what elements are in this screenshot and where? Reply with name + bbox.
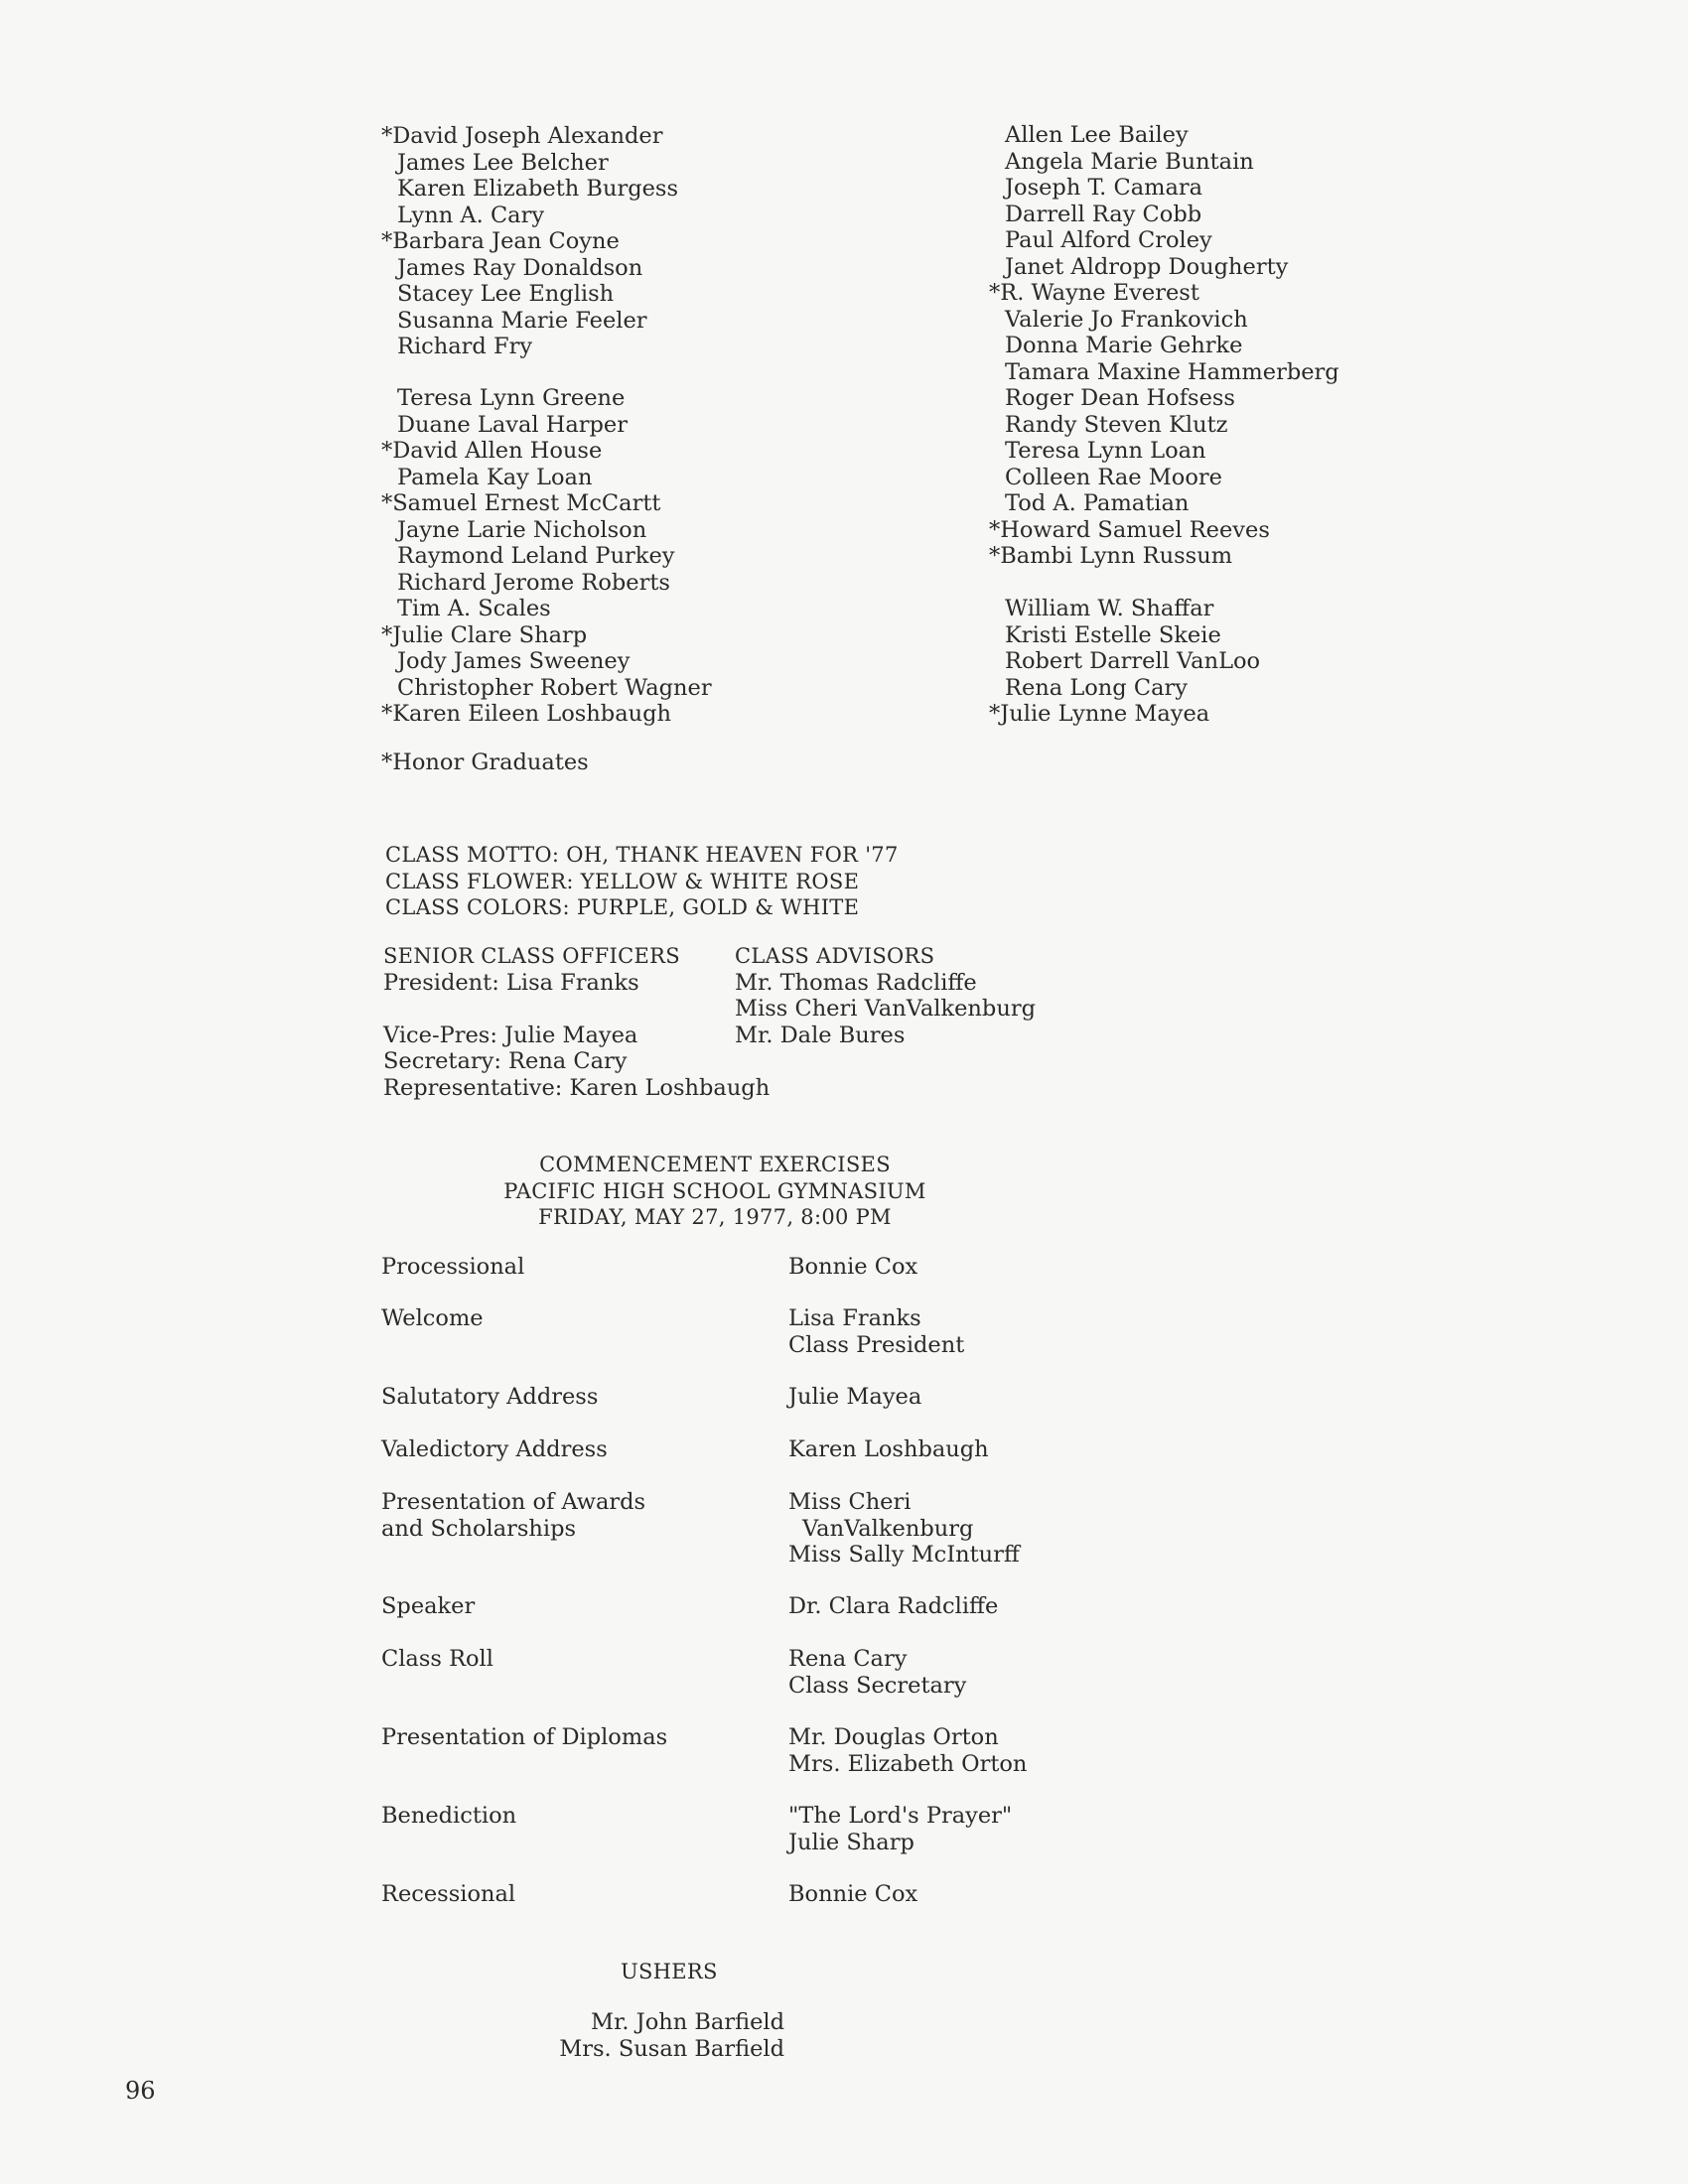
graduate-name: Tamara Maxine Hammerberg bbox=[1005, 358, 1339, 385]
advisors-heading: CLASS ADVISORS bbox=[735, 944, 935, 968]
graduate-name: *David Joseph Alexander bbox=[381, 123, 663, 149]
program-person: Julie Mayea bbox=[788, 1384, 922, 1410]
program-item: Speaker bbox=[381, 1593, 476, 1619]
graduate-name: *Howard Samuel Reeves bbox=[989, 516, 1270, 543]
graduate-name: Richard Fry bbox=[397, 334, 533, 359]
honor-graduates-note: *Honor Graduates bbox=[381, 750, 589, 775]
graduate-name: Paul Alford Croley bbox=[1005, 227, 1212, 253]
class-advisors bbox=[735, 943, 1036, 1048]
program-person: Bonnie Cox bbox=[788, 1881, 918, 1907]
commencement-date: FRIDAY, MAY 27, 1977, 8:00 PM bbox=[538, 1205, 892, 1229]
graduate-name: Joseph T. Camara bbox=[1005, 175, 1203, 201]
program-person: Lisa Franks Class President bbox=[788, 1305, 965, 1358]
program-item: Benediction bbox=[381, 1803, 517, 1829]
graduate-name: Donna Marie Gehrke bbox=[1005, 333, 1243, 358]
advisor-name: Mr. Thomas Radcliffe bbox=[735, 969, 977, 996]
graduate-name: James Ray Donaldson bbox=[397, 254, 643, 281]
program-item: Presentation of Awards and Scholarships bbox=[381, 1489, 646, 1542]
program-person: Karen Loshbaugh bbox=[788, 1436, 989, 1462]
graduate-name: *David Allen House bbox=[381, 438, 603, 464]
advisor-name: Miss Cheri VanValkenburg bbox=[735, 996, 1036, 1022]
graduate-name: Colleen Rae Moore bbox=[1005, 464, 1222, 490]
graduate-name: Tod A. Pamatian bbox=[1005, 490, 1190, 516]
graduates-right-group-1 bbox=[989, 122, 1339, 570]
graduate-name: *Karen Eileen Loshbaugh bbox=[381, 701, 672, 727]
graduate-name: Pamela Kay Loan bbox=[397, 464, 593, 490]
graduate-name: Raymond Leland Purkey bbox=[397, 543, 675, 569]
commencement-location: PACIFIC HIGH SCHOOL GYMNASIUM bbox=[503, 1178, 926, 1203]
officer-vice-president: Vice-Pres: Julie Mayea bbox=[383, 1022, 638, 1048]
graduate-name: Rena Long Cary bbox=[1005, 674, 1188, 701]
graduate-name: Lynn A. Cary bbox=[397, 202, 545, 228]
program-item: Class Roll bbox=[381, 1646, 493, 1672]
graduate-name: *Julie Clare Sharp bbox=[381, 621, 588, 648]
graduate-name: *Samuel Ernest McCartt bbox=[381, 490, 661, 516]
graduate-name: James Lee Belcher bbox=[397, 149, 609, 176]
program-item: Welcome bbox=[381, 1305, 484, 1331]
officers-heading: SENIOR CLASS OFFICERS bbox=[383, 944, 680, 968]
graduate-name: Valerie Jo Frankovich bbox=[1005, 306, 1248, 333]
program-item: Presentation of Diplomas bbox=[381, 1724, 668, 1750]
officer-secretary: Secretary: Rena Cary bbox=[383, 1048, 628, 1074]
program-person: Rena Cary Class Secretary bbox=[788, 1646, 967, 1699]
program-item: Processional bbox=[381, 1254, 525, 1280]
page-number: 96 bbox=[125, 2077, 156, 2105]
class-info bbox=[385, 842, 899, 921]
graduate-name: Richard Jerome Roberts bbox=[397, 569, 670, 596]
officer-president: President: Lisa Franks bbox=[383, 969, 639, 996]
graduate-name: Darrell Ray Cobb bbox=[1005, 201, 1202, 227]
graduate-name: Teresa Lynn Loan bbox=[1005, 438, 1206, 464]
class-colors: CLASS COLORS: PURPLE, GOLD & WHITE bbox=[385, 895, 860, 919]
graduate-name: Duane Laval Harper bbox=[397, 411, 628, 438]
graduates-left-group-2 bbox=[381, 385, 712, 728]
class-motto: CLASS MOTTO: OH, THANK HEAVEN FOR '77 bbox=[385, 843, 899, 867]
program-item: Salutatory Address bbox=[381, 1384, 599, 1410]
usher-name: Mrs. Susan Barfield bbox=[559, 2035, 784, 2062]
program-item: Recessional bbox=[381, 1881, 516, 1907]
commencement-heading bbox=[427, 1152, 1003, 1231]
graduate-name: Jayne Larie Nicholson bbox=[397, 516, 647, 543]
graduate-name: Karen Elizabeth Burgess bbox=[397, 176, 679, 202]
program-person: Bonnie Cox bbox=[788, 1254, 918, 1280]
graduate-name: Randy Steven Klutz bbox=[1005, 411, 1228, 438]
class-flower: CLASS FLOWER: YELLOW & WHITE ROSE bbox=[385, 869, 860, 893]
graduate-name: Allen Lee Bailey bbox=[1005, 122, 1189, 148]
graduate-name: *Bambi Lynn Russum bbox=[989, 543, 1233, 569]
program-person: Dr. Clara Radcliffe bbox=[788, 1593, 999, 1619]
officer-representative: Representative: Karen Loshbaugh bbox=[383, 1074, 771, 1101]
graduate-name: *Barbara Jean Coyne bbox=[381, 228, 620, 254]
graduate-name: *Julie Lynne Mayea bbox=[989, 701, 1210, 727]
graduate-name: Christopher Robert Wagner bbox=[397, 674, 712, 701]
usher-name: Mr. John Barfield bbox=[591, 2009, 784, 2035]
graduate-name: Susanna Marie Feeler bbox=[397, 307, 647, 334]
program-person: "The Lord's Prayer" Julie Sharp bbox=[788, 1803, 1013, 1855]
graduates-right-group-2 bbox=[989, 596, 1260, 728]
graduate-name: Teresa Lynn Greene bbox=[397, 385, 626, 411]
senior-class-officers bbox=[383, 943, 770, 1101]
program-person: Miss Cheri VanValkenburg Miss Sally McInturff bbox=[788, 1489, 1020, 1568]
graduate-name: Robert Darrell VanLoo bbox=[1005, 648, 1261, 674]
graduate-name: Kristi Estelle Skeie bbox=[1005, 621, 1221, 648]
commencement-title: COMMENCEMENT EXERCISES bbox=[539, 1153, 891, 1176]
program-person: Mr. Douglas Orton Mrs. Elizabeth Orton bbox=[788, 1724, 1028, 1777]
graduate-name: Angela Marie Buntain bbox=[1005, 148, 1254, 175]
graduate-name: *R. Wayne Everest bbox=[989, 280, 1199, 306]
graduate-name: Janet Aldropp Dougherty bbox=[1005, 253, 1289, 280]
graduate-name: William W. Shaffar bbox=[1005, 596, 1214, 621]
graduates-left-group-1 bbox=[381, 123, 678, 360]
ushers-list bbox=[546, 2009, 784, 2062]
ushers-heading: USHERS bbox=[621, 1960, 718, 1983]
graduate-name: Roger Dean Hofsess bbox=[1005, 385, 1235, 411]
graduate-name: Tim A. Scales bbox=[397, 596, 551, 621]
graduate-name: Jody James Sweeney bbox=[397, 648, 631, 674]
graduate-name: Stacey Lee English bbox=[397, 281, 615, 307]
advisor-name: Mr. Dale Bures bbox=[735, 1022, 906, 1048]
program-item: Valedictory Address bbox=[381, 1436, 608, 1462]
